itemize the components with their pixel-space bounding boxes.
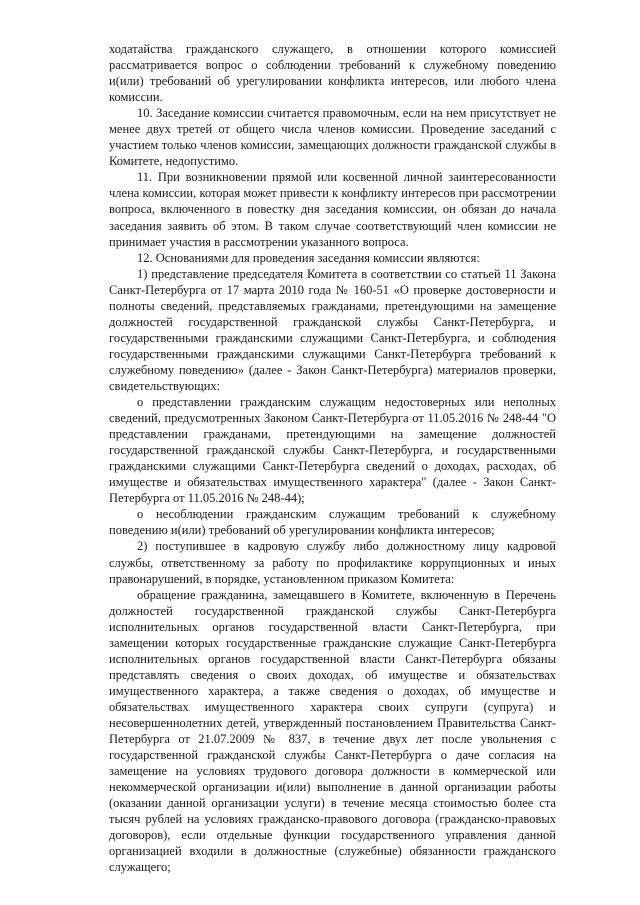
paragraph-noncompliance: о несоблюдении гражданским служащим требований к служебному поведению и(или) требований об урегулировании конфликта интересов; — [109, 507, 556, 538]
paragraph-subitem-1: 1) представление председателя Комитета в соответствии со статьей 11 Закона Санкт-Петербурга от 17 марта 2010 года № 160-51 «О проверке достоверности и полноты сведений, представляемых гражданами, претендующими на замещение должностей государственной гражданской службы Санкт-Петербурга, и государственными гражданскими служащими Санкт-Петербурга, и соблюдения государственными гражданскими служащими Санкт-Петербурга требований к служебному поведению» (далее - Закон Санкт-Петербурга) материалов проверки, свидетельствующих: — [109, 266, 556, 393]
paragraph-false-information: о представлении гражданским служащим недостоверных или неполных сведений, предусмотренных Законом Санкт-Петербурга от 11.05.2016 № 248-44 "О представлении гражданами, претендующими на замещение должностей государственной гражданской службы Санкт-Петербурга, и государственными гражданскими служащими Санкт-Петербурга сведений о доходах, расходах, об имуществе и обязательствах имущественного характера" (далее - Закон Санкт-Петербурга от 11.05.2016 № 248-44); — [109, 395, 556, 506]
document-body — [109, 41, 556, 875]
paragraph-item-10: 10. Заседание комиссии считается правомочным, если на нем присутствует не менее двух третей от общего числа членов комиссии. Проведение заседаний с участием только членов комиссии, замещающих должности гражданской службы в Комитете, недопустимо. — [109, 106, 556, 169]
paragraph-continuation: ходатайства гражданского служащего, в отношении которого комиссией рассматривается вопрос о соблюдении требований к служебному поведению и(или) требований об урегулировании конфликта интересов, или любого члена комиссии. — [109, 42, 556, 105]
paragraph-citizen-appeal: обращение гражданина, замещавшего в Комитете, включенную в Перечень должностей государственной гражданской службы Санкт-Петербурга исполнительных органов государственной власти Санкт-Петербурга, при замещении которых государственные гражданские служащие Санкт-Петербурга исполнительных органов государственной власти Санкт-Петербурга обязаны представлять сведения о своих доходах, об имуществе и обязательствах имущественного характера, а также сведения о доходах, об имуществе и обязательствах имущественного характера своих супруги (супруга) и несовершеннолетних детей, утвержденный постановлением Правительства Санкт-Петербурга от 21.07.2009 № 837, в течение двух лет после увольнения с государственной гражданской службы Санкт-Петербурга о даче согласия на замещение на условиях трудового договора должности в коммерческой или некоммерческой организации и(или) выполнение в данной организации работы (оказании данной организации услуги) в течение месяца стоимостью более ста тысяч рублей на условиях гражданско-правового договора (гражданско-правовых договоров), если отдельные функции государственного управления данной организацией входили в должностные (служебные) обязанности гражданского служащего; — [109, 587, 556, 875]
paragraph-item-11: 11. При возникновении прямой или косвенной личной заинтересованности члена комиссии, которая может привести к конфликту интересов при рассмотрении вопроса, включенного в повестку дня заседания комиссии, он обязан до начала заседания заявить об этом. В таком случае соответствующий член комиссии не принимает участия в рассмотрении указанного вопроса. — [109, 170, 556, 249]
paragraph-item-12: 12. Основаниями для проведения заседания комиссии являются: — [137, 250, 480, 265]
paragraph-subitem-2: 2) поступившее в кадровую службу либо должностному лицу кадровой службы, ответственному за работу по профилактике коррупционных и иных правонарушений, в порядке, установленном приказом Комитета: — [109, 539, 556, 586]
